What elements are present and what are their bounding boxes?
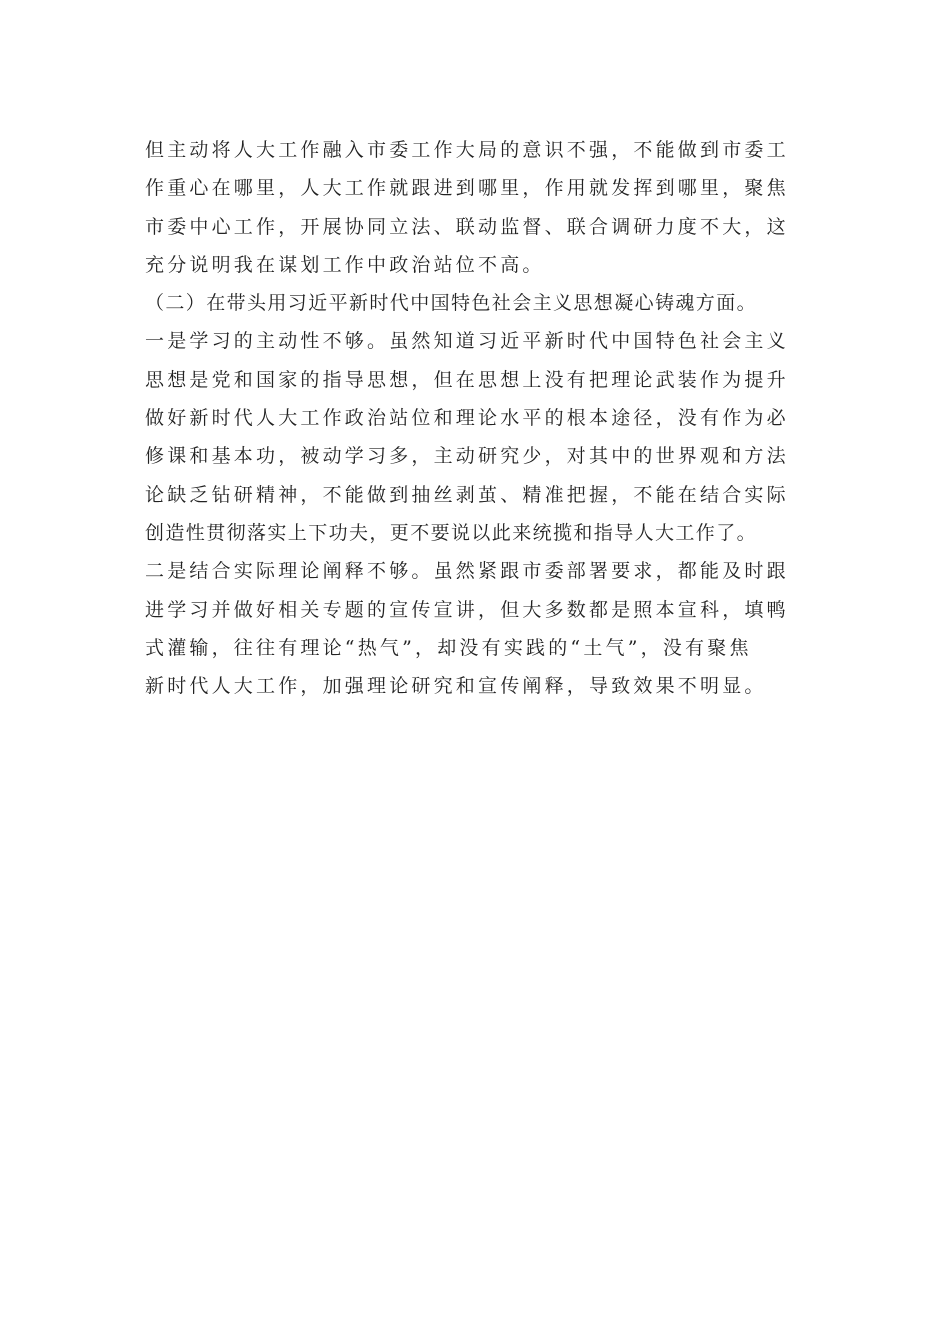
text-line: 作重心在哪里，人大工作就跟进到哪里，作用就发挥到哪里，聚焦 bbox=[145, 177, 789, 200]
text-line: 一是学习的主动性不够。虽然知道习近平新时代中国特色社会主义 bbox=[145, 330, 789, 353]
text-line: 修课和基本功，被动学习多，主动研究少，对其中的世界观和方法 bbox=[145, 445, 789, 468]
text-line: 式灌输，往往有理论“热气”，却没有实践的“土气”，没有聚焦 bbox=[145, 636, 752, 659]
text-line: 创造性贯彻落实上下功夫，更不要说以此来统揽和指导人大工作了。 bbox=[145, 521, 758, 544]
body-text bbox=[145, 131, 845, 705]
text-line: 充分说明我在谋划工作中政治站位不高。 bbox=[145, 253, 545, 276]
text-line: 市委中心工作，开展协同立法、联动监督、联合调研力度不大，这 bbox=[145, 215, 789, 238]
text-line: 做好新时代人大工作政治站位和理论水平的根本途径，没有作为必 bbox=[145, 407, 789, 430]
text-line: 新时代人大工作，加强理论研究和宣传阐释，导致效果不明显。 bbox=[145, 675, 767, 698]
text-line: 思想是党和国家的指导思想，但在思想上没有把理论武装作为提升 bbox=[145, 368, 789, 391]
text-line: 但主动将人大工作融入市委工作大局的意识不强，不能做到市委工 bbox=[145, 139, 789, 161]
text-line: 进学习并做好相关专题的宣传宣讲，但大多数都是照本宣科，填鸭 bbox=[145, 598, 789, 621]
text-line: 二是结合实际理论阐释不够。虽然紧跟市委部署要求，都能及时跟 bbox=[145, 560, 789, 583]
section-heading: （二）在带头用习近平新时代中国特色社会主义思想凝心铸魂方面。 bbox=[145, 292, 758, 315]
text-line: 论缺乏钻研精神，不能做到抽丝剥茧、精准把握，不能在结合实际 bbox=[145, 483, 789, 506]
